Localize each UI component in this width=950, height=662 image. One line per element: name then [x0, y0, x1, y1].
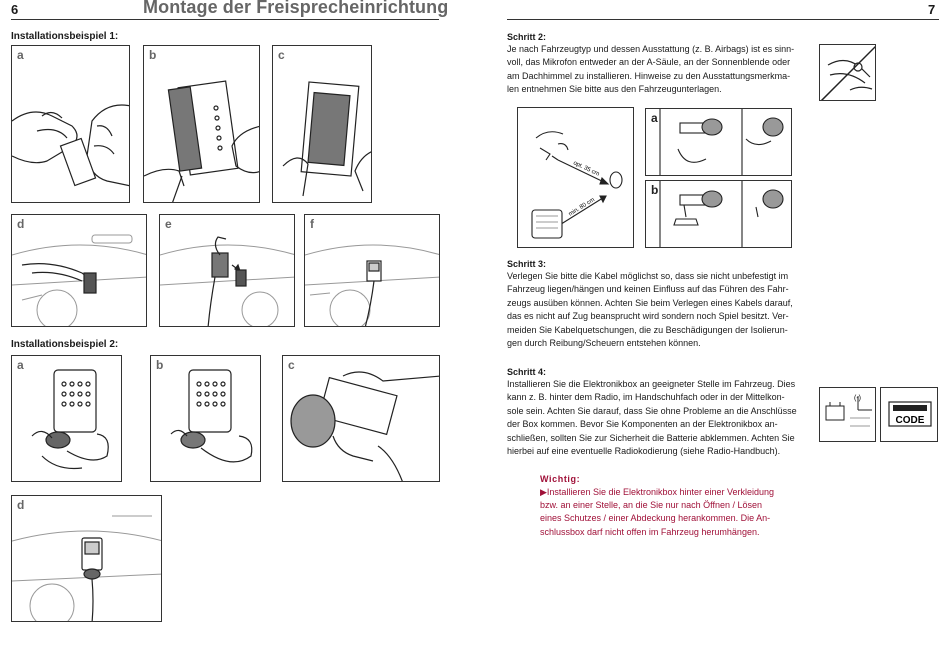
- text-line: Installieren Sie die Elektronikbox an geeigneter Stelle im Fahrzeug. Dies: [507, 379, 796, 389]
- warning-line: eines Schutzes / einer Abdeckung herankommen. Die An-: [540, 513, 771, 524]
- step2-heading: Schritt 2:: [507, 32, 547, 42]
- left-header-rule: [11, 19, 439, 20]
- example1-panel-f: [304, 214, 440, 327]
- panel-label: b: [149, 48, 157, 62]
- page-title: Montage der Freisprecheinrichtung: [143, 0, 449, 17]
- dashboard-mounted-device-illustration: [305, 215, 440, 327]
- warning-text: [540, 486, 806, 539]
- dashboard-phone-holder-illustration: [12, 496, 162, 622]
- text-line: zeugs ausüben können. Achten Sie beim Verlegen eines Kabels darauf,: [507, 297, 793, 308]
- example1-panel-b: [143, 45, 260, 203]
- warning-line: bzw. an einer Stelle, an die Sie nur nach Öffnen / Lösen: [540, 500, 762, 511]
- device-back-velcro-illustration: [273, 46, 372, 203]
- warning-heading: Wichtig:: [540, 474, 581, 484]
- panel-label: f: [310, 217, 314, 231]
- example2-heading: Installationsbeispiel 2:: [11, 339, 119, 350]
- example1-panel-c: [272, 45, 372, 203]
- text-line: Fahrzeug liegen/hängen und keinen Einfluss auf das Führen des Fahr-: [507, 284, 789, 295]
- step4-heading: Schritt 4:: [507, 367, 547, 377]
- text-line: voll, das Mikrofon entweder an der A-Säule, an der Sonnenblende oder: [507, 57, 791, 68]
- battery-minus-label: (-): [854, 395, 861, 402]
- example2-panel-c: [282, 355, 440, 482]
- panel-label: b: [651, 183, 659, 197]
- mic-a-pillar-crossed-icon: [819, 44, 876, 101]
- example2-panel-b: [150, 355, 261, 482]
- step2-text: [507, 43, 807, 97]
- text-line: das es nicht auf Zug beansprucht wird sondern noch Spiel besitzt. Ver-: [507, 311, 789, 322]
- example2-panel-d: [11, 495, 162, 622]
- device-suction-mount-illustration: [12, 356, 122, 482]
- microphone-adhesive-illustration: [646, 181, 792, 248]
- panel-label: d: [17, 217, 25, 231]
- warning-line: schlussbox darf nicht offen im Fahrzeug herumhängen.: [540, 526, 760, 537]
- text-line: gen durch Reibung/Scheuern entstehen können.: [507, 338, 701, 349]
- example1-heading: Installationsbeispiel 1:: [11, 31, 119, 42]
- text-line: schließen, sollten Sie zur Sicherheit die Batterie abklemmen. Achten Sie: [507, 432, 795, 443]
- step3-text: [507, 270, 807, 350]
- panel-label: c: [278, 48, 285, 62]
- text-line: der Box kommen. Bevor Sie Komponenten an der Elektronikbox an-: [507, 419, 778, 430]
- panel-label: c: [288, 358, 295, 372]
- mic-panel-a: [645, 108, 792, 176]
- hands-opening-holder-illustration: [283, 356, 440, 482]
- panel-label: d: [17, 498, 25, 512]
- device-suction-attach-illustration: [151, 356, 261, 482]
- step4-text: [507, 378, 807, 458]
- text-line: am Dachhimmel zu installieren. Hinweise zu den Ausstattungsmerkma-: [507, 70, 791, 81]
- example2-panel-a: [11, 355, 122, 482]
- microphone-clip-illustration: [646, 109, 792, 176]
- text-line: hierbei auf eine eventuelle Radiokodierung (siehe Radio-Handbuch).: [507, 446, 781, 457]
- text-line: Verlegen Sie bitte die Kabel möglichst so, dass sie nicht unbefestigt im: [507, 271, 789, 281]
- left-page-number: 6: [11, 2, 19, 17]
- text-line: meiden Sie Kabelquetschungen, die zu Beschädigungen der Isolierun-: [507, 324, 788, 335]
- dashboard-attach-illustration: [12, 215, 147, 327]
- panel-label: a: [651, 111, 658, 125]
- panel-label: b: [156, 358, 164, 372]
- step3-heading: Schritt 3:: [507, 259, 547, 269]
- mic-panel-b: [645, 180, 792, 248]
- text-line: sole sein. Achten Sie darauf, dass Sie ohne Probleme an die Anschlüsse: [507, 405, 797, 416]
- battery-disconnect-icon: [819, 387, 876, 442]
- label-opt-35: opt. 35 cm: [572, 160, 601, 178]
- panel-label: a: [17, 48, 24, 62]
- code-label: CODE: [895, 415, 925, 426]
- right-page-number: 7: [928, 2, 936, 17]
- device-with-velcro-illustration: [144, 46, 260, 203]
- label-min-80: min. 80 cm: [567, 197, 596, 218]
- example1-panel-a: [11, 45, 130, 203]
- example1-panel-e: [159, 214, 295, 327]
- right-header-rule: [507, 19, 939, 20]
- warning-line: ▶Installieren Sie die Elektronikbox hinter einer Verkleidung: [540, 487, 775, 497]
- radio-code-icon: [880, 387, 938, 442]
- text-line: Je nach Fahrzeugtyp und dessen Ausstattung (z. B. Airbags) ist es sinn-: [507, 44, 795, 54]
- example1-panel-d: [11, 214, 147, 327]
- mic-distance-diagram: [517, 107, 634, 248]
- panel-label: e: [165, 217, 172, 231]
- text-line: kann z. B. hinter dem Radio, im Handschuhfach oder in der Mittelkon-: [507, 392, 785, 403]
- panel-label: a: [17, 358, 24, 372]
- text-line: len entnehmen Sie bitte aus den Fahrzeugunterlagen.: [507, 84, 722, 95]
- dashboard-device-mount-illustration: [160, 215, 295, 327]
- hands-peeling-pad-illustration: [12, 46, 130, 203]
